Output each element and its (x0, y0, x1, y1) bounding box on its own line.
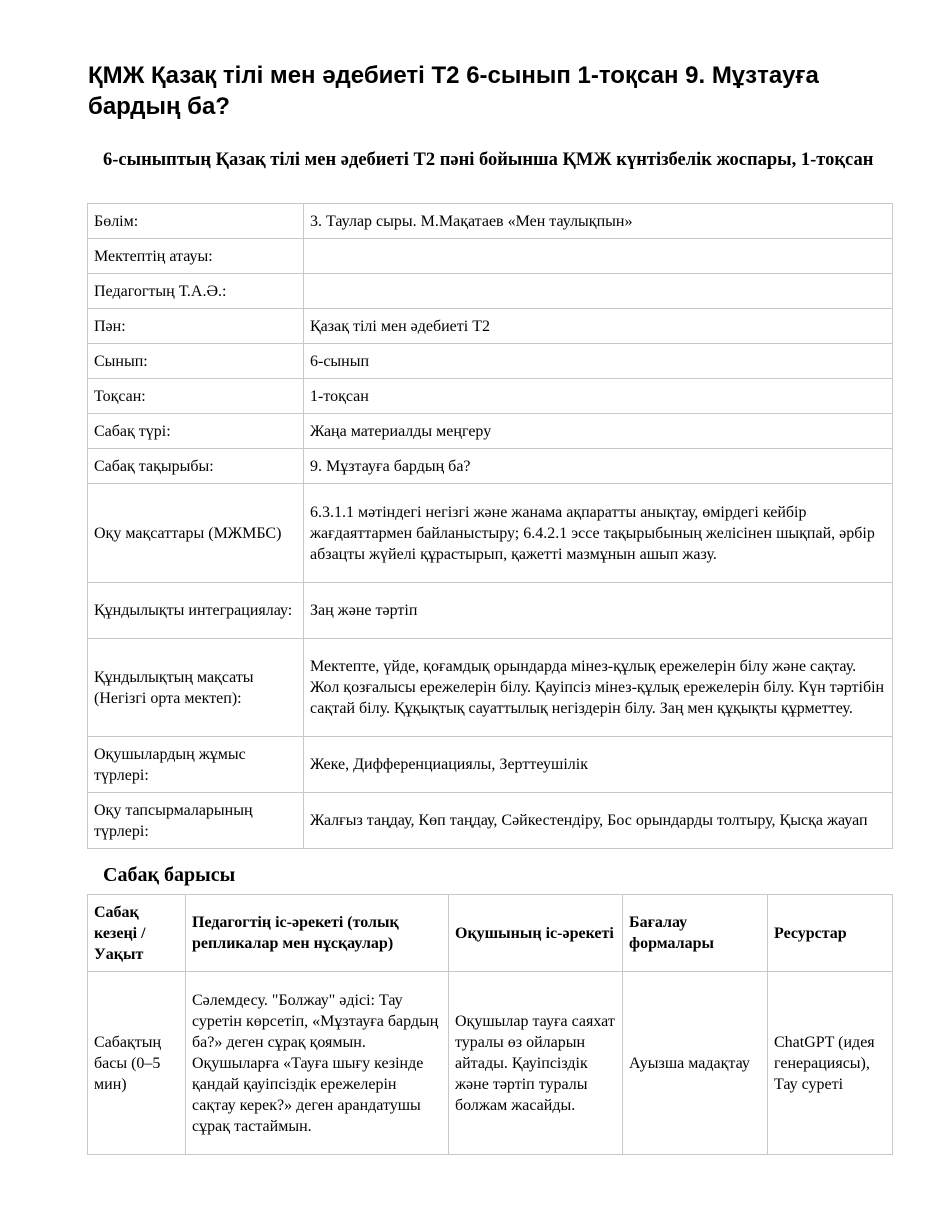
column-header: Сабақ кезеңі / Уақыт (88, 895, 186, 972)
column-header: Ресурстар (768, 895, 893, 972)
row-key: Тоқсан: (88, 379, 304, 414)
row-key: Оқушылардың жұмыс түрлері: (88, 737, 304, 793)
table-row (88, 484, 893, 583)
row-value: 3. Таулар сыры. М.Мақатаев «Мен таулықпын» (304, 204, 893, 239)
table-row (88, 639, 893, 737)
table-cell: Сәлемдесу. "Болжау" әдісі: Тау суретін көрсетіп, «Мұзтауға бардың ба?» деген сұрақ қоямын. Оқушыларға «Тауға шығу кезінде қандай қауіпсіздік ережелерін сақтау керек?» деген арандатушы сұрақ тастаймын. (186, 972, 449, 1155)
page-title: ҚМЖ Қазақ тілі мен әдебиеті Т2 6-сынып 1-тоқсан 9. Мұзтауға бардың ба? (88, 62, 819, 120)
table-row (88, 737, 893, 793)
row-value: Қазақ тілі мен әдебиеті Т2 (304, 309, 893, 344)
row-key: Оқу тапсырмаларының түрлері: (88, 793, 304, 849)
row-value: Мектепте, үйде, қоғамдық орындарда мінез-құлық ережелерін білу және сақтау. Жол қозғалысы ережелерін білу. Қауіпсіз мінез-құлық ережелерін білу. Күн тәртібін сақтай білу. Құқықтық сауаттылық негіздерін білу. Заң мен құқықты құрметтеу. (304, 639, 893, 737)
row-value (304, 274, 893, 309)
row-value (304, 239, 893, 274)
row-key: Сынып: (88, 344, 304, 379)
table-cell: Ауызша мадақтау (623, 972, 768, 1155)
table-row (88, 239, 893, 274)
table-row (88, 414, 893, 449)
table-row (88, 972, 893, 1155)
row-key: Сабақ түрі: (88, 414, 304, 449)
table-row (88, 379, 893, 414)
section-title: Сабақ барысы (103, 864, 236, 886)
column-header: Педагогтің іс-әрекеті (толық репликалар мен нұсқаулар) (186, 895, 449, 972)
row-key: Құндылықтың мақсаты (Негізгі орта мектеп): (88, 639, 304, 737)
table-cell: Оқушылар тауға саяхат туралы өз ойларын айтады. Қауіпсіздік және тәртіп туралы болжам жасайды. (449, 972, 623, 1155)
lesson-table (87, 894, 893, 1155)
row-value: 6-сынып (304, 344, 893, 379)
row-key: Оқу мақсаттары (МЖМБС) (88, 484, 304, 583)
table-cell: Сабақтың басы (0–5 мин) (88, 972, 186, 1155)
row-value: Жалғыз таңдау, Көп таңдау, Сәйкестендіру, Бос орындарды толтыру, Қысқа жауап (304, 793, 893, 849)
table-row (88, 309, 893, 344)
row-value: 6.3.1.1 мәтіндегі негізгі және жанама ақпаратты анықтау, өмірдегі кейбір жағдаяттармен байланыстыру; 6.4.2.1 эссе тақырыбының желісінен шықпай, әрбір абзацты жүйелі құрастырып, қажетті мазмұнын ашып жазу. (304, 484, 893, 583)
page-subtitle: 6-сыныптың Қазақ тілі мен әдебиеті Т2 пәні бойынша ҚМЖ күнтізбелік жоспары, 1-тоқсан (103, 150, 874, 170)
row-key: Сабақ тақырыбы: (88, 449, 304, 484)
table-row (88, 344, 893, 379)
table-row (88, 793, 893, 849)
row-key: Педагогтың Т.А.Ә.: (88, 274, 304, 309)
table-row (88, 449, 893, 484)
row-key: Бөлім: (88, 204, 304, 239)
info-table (87, 203, 893, 849)
table-row (88, 583, 893, 639)
table-header-row (88, 895, 893, 972)
column-header: Оқушының іс-әрекеті (449, 895, 623, 972)
row-value: Жеке, Дифференциациялы, Зерттеушілік (304, 737, 893, 793)
column-header: Бағалау формалары (623, 895, 768, 972)
row-value: Заң және тәртіп (304, 583, 893, 639)
row-value: 1-тоқсан (304, 379, 893, 414)
table-cell: ChatGPT (идея генерациясы), Тау суреті (768, 972, 893, 1155)
table-row (88, 204, 893, 239)
table-row (88, 274, 893, 309)
row-value: 9. Мұзтауға бардың ба? (304, 449, 893, 484)
row-key: Мектептің атауы: (88, 239, 304, 274)
row-key: Пән: (88, 309, 304, 344)
row-value: Жаңа материалды меңгеру (304, 414, 893, 449)
row-key: Құндылықты интеграциялау: (88, 583, 304, 639)
